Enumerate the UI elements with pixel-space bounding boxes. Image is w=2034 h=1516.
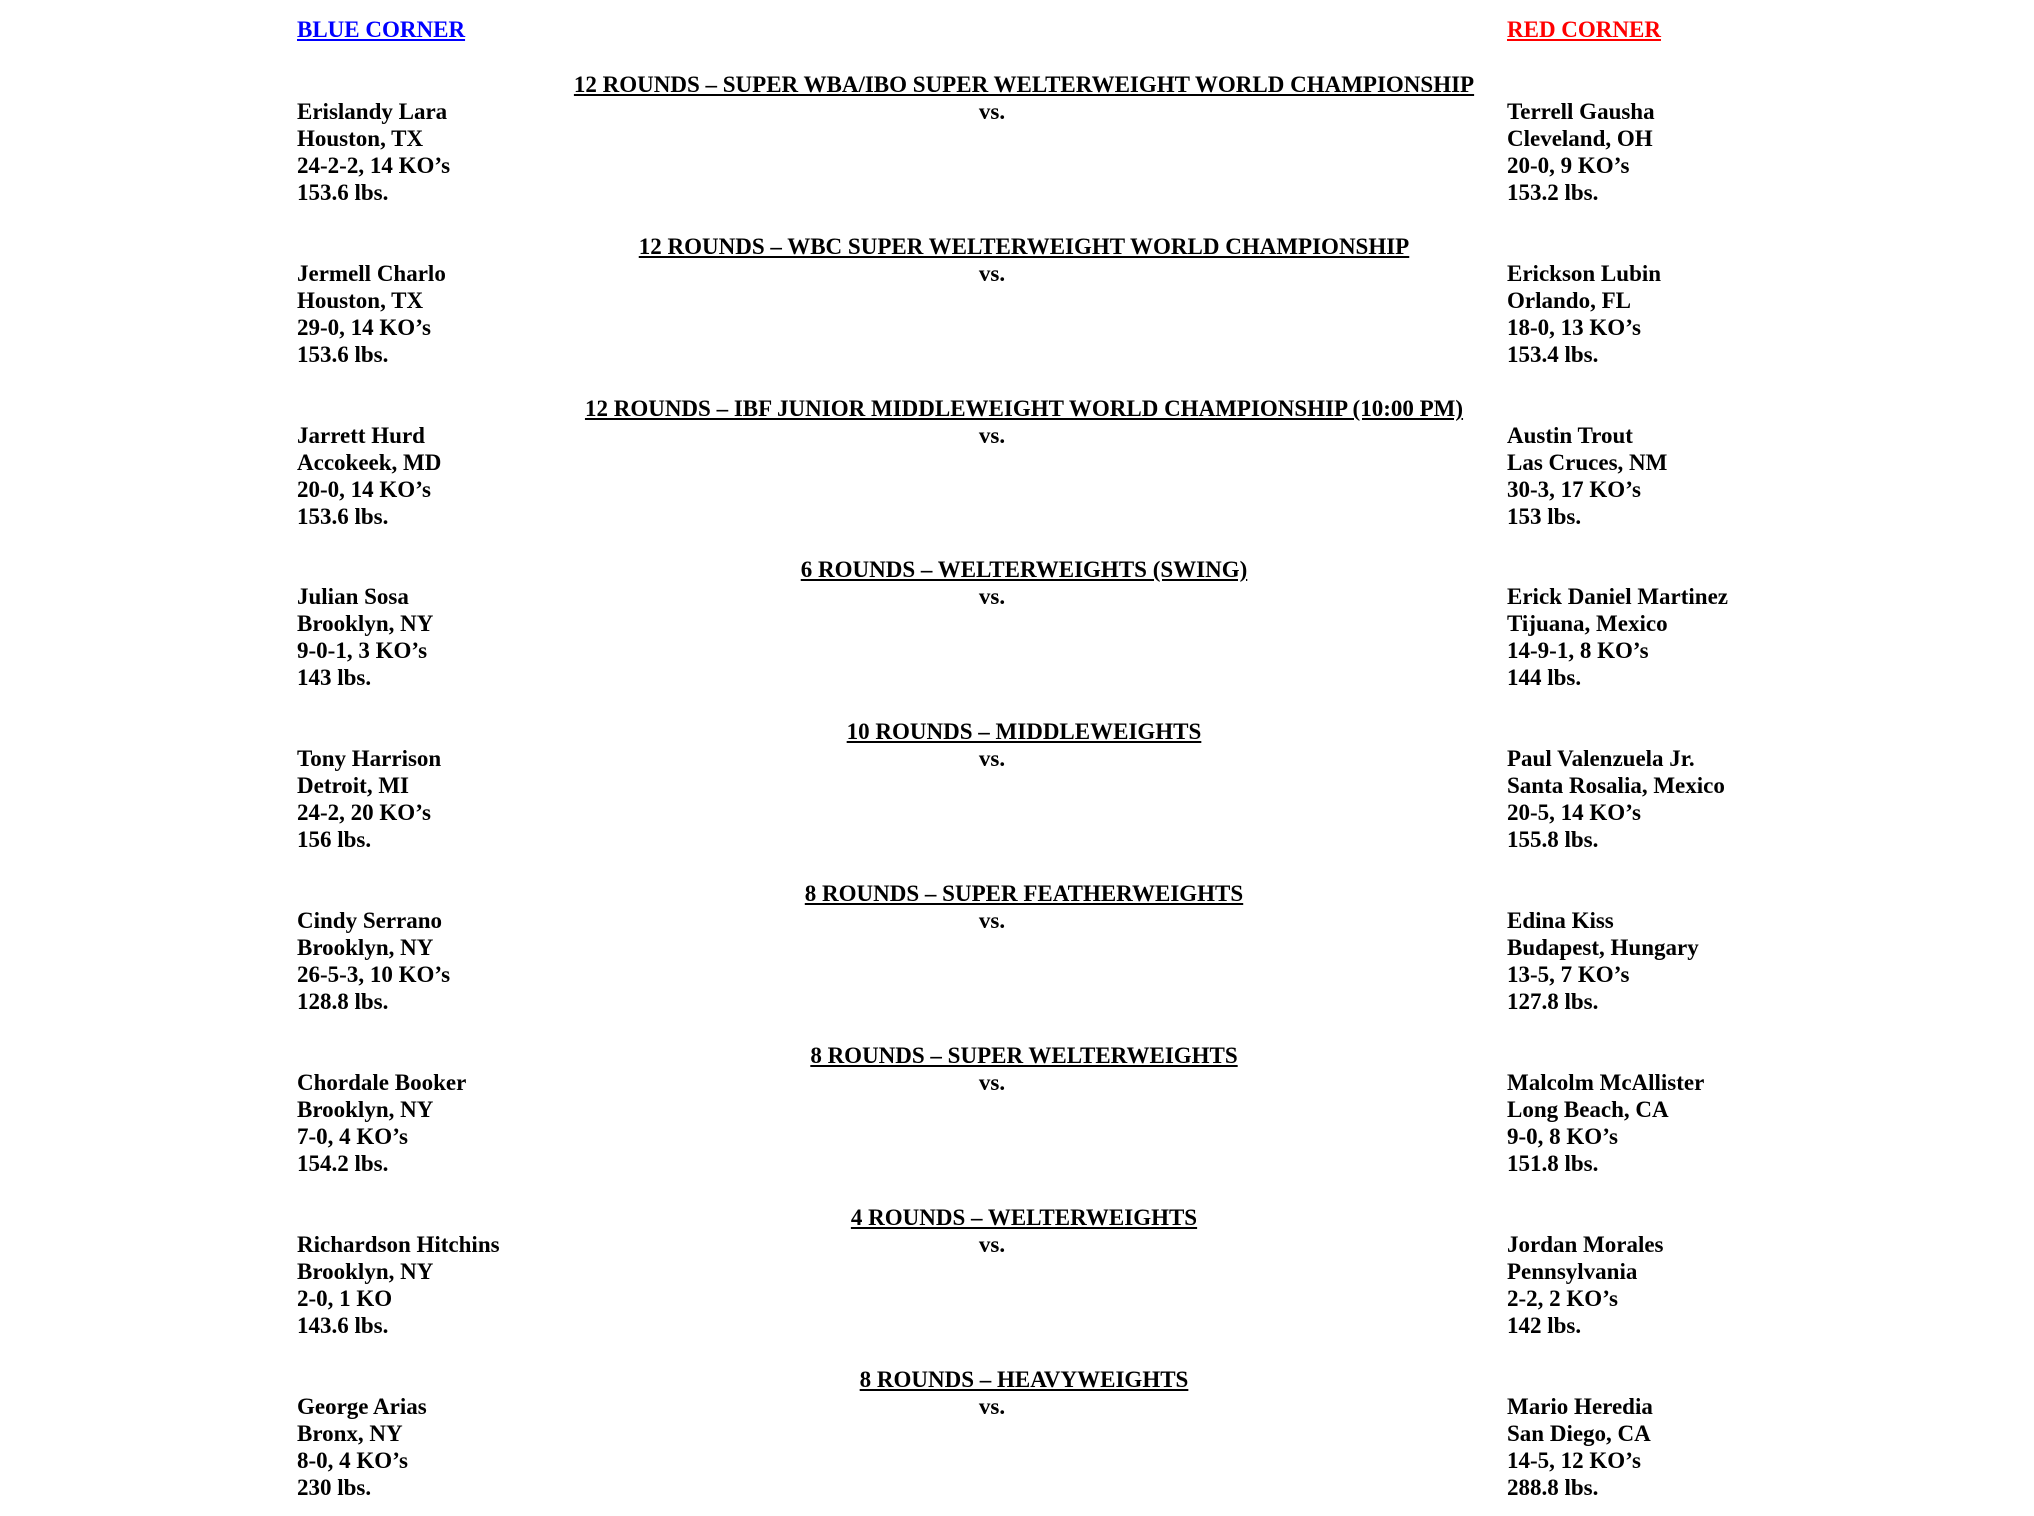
fighter-record: 24-2-2, 14 KO’s (297, 153, 451, 178)
blue-fighter (297, 907, 450, 1015)
fighter-weight: 154.2 lbs. (297, 1151, 389, 1176)
fighter-name: Erick Daniel Martinez (1507, 584, 1729, 609)
red-fighter (1507, 583, 1728, 691)
red-corner-header: RED CORNER (1507, 17, 1661, 42)
fighter-weight: 128.8 lbs. (297, 989, 389, 1014)
bout (0, 233, 2034, 383)
fighter-hometown: Tijuana, Mexico (1507, 611, 1668, 636)
fighter-hometown: Brooklyn, NY (297, 1259, 434, 1284)
fighter-record: 29-0, 14 KO’s (297, 315, 431, 340)
bout-title: 12 ROUNDS – SUPER WBA/IBO SUPER WELTERWEIGHT WORLD CHAMPIONSHIP (573, 72, 1475, 97)
fighter-hometown: Pennsylvania (1507, 1259, 1638, 1284)
fighter-hometown: Budapest, Hungary (1507, 935, 1699, 960)
fighter-name: Mario Heredia (1507, 1394, 1653, 1419)
bout-title: 6 ROUNDS – WELTERWEIGHTS (SWING) (800, 557, 1248, 582)
fighter-name: Austin Trout (1507, 423, 1633, 448)
blue-fighter (297, 1231, 500, 1339)
red-fighter (1507, 907, 1699, 1015)
fighter-name: Erislandy Lara (297, 99, 448, 124)
bout (0, 1366, 2034, 1516)
fighter-hometown: Las Cruces, NM (1507, 450, 1668, 475)
fighter-weight: 143 lbs. (297, 665, 372, 690)
red-fighter (1507, 1069, 1704, 1177)
fighter-hometown: Accokeek, MD (297, 450, 442, 475)
fighter-hometown: Brooklyn, NY (297, 1097, 434, 1122)
vs-label: vs. (978, 1232, 1006, 1257)
red-fighter (1507, 1393, 1653, 1501)
vs-label: vs. (978, 99, 1006, 124)
fighter-name: Richardson Hitchins (297, 1232, 500, 1257)
fighter-weight: 127.8 lbs. (1507, 989, 1599, 1014)
fighter-record: 8-0, 4 KO’s (297, 1448, 408, 1473)
fighter-name: Tony Harrison (297, 746, 442, 771)
red-fighter (1507, 745, 1725, 853)
fighter-hometown: Houston, TX (297, 126, 424, 151)
fighter-hometown: Santa Rosalia, Mexico (1507, 773, 1725, 798)
bout (0, 880, 2034, 1030)
fighter-name: Chordale Booker (297, 1070, 467, 1095)
fighter-name: Malcolm McAllister (1507, 1070, 1705, 1095)
fighter-weight: 155.8 lbs. (1507, 827, 1599, 852)
fighter-record: 20-0, 14 KO’s (297, 477, 431, 502)
fighter-name: Paul Valenzuela Jr. (1507, 746, 1695, 771)
fighter-record: 30-3, 17 KO’s (1507, 477, 1641, 502)
bout-title: 4 ROUNDS – WELTERWEIGHTS (850, 1205, 1198, 1230)
fighter-hometown: Brooklyn, NY (297, 935, 434, 960)
vs-label: vs. (978, 746, 1006, 771)
fighter-record: 2-2, 2 KO’s (1507, 1286, 1618, 1311)
fighter-record: 2-0, 1 KO (297, 1286, 393, 1311)
fighter-name: Jarrett Hurd (297, 423, 425, 448)
fighter-record: 24-2, 20 KO’s (297, 800, 431, 825)
fighter-record: 13-5, 7 KO’s (1507, 962, 1630, 987)
bout (0, 718, 2034, 868)
blue-fighter (297, 98, 450, 206)
blue-fighter (297, 745, 441, 853)
fighter-name: Julian Sosa (297, 584, 409, 609)
blue-fighter (297, 1393, 427, 1501)
fighter-record: 14-9-1, 8 KO’s (1507, 638, 1649, 663)
red-fighter (1507, 260, 1661, 368)
fighter-weight: 153.4 lbs. (1507, 342, 1599, 367)
fighter-record: 26-5-3, 10 KO’s (297, 962, 451, 987)
fighter-name: George Arias (297, 1394, 427, 1419)
red-fighter (1507, 1231, 1664, 1339)
fighter-hometown: Bronx, NY (297, 1421, 403, 1446)
fighter-hometown: Detroit, MI (297, 773, 409, 798)
fighter-record: 9-0-1, 3 KO’s (297, 638, 428, 663)
blue-corner-header: BLUE CORNER (297, 17, 466, 42)
fighter-hometown: Cleveland, OH (1507, 126, 1653, 151)
fighter-record: 20-5, 14 KO’s (1507, 800, 1641, 825)
vs-label: vs. (978, 1070, 1006, 1095)
bout (0, 1204, 2034, 1354)
fighter-name: Cindy Serrano (297, 908, 443, 933)
fighter-weight: 153.6 lbs. (297, 504, 389, 529)
bout (0, 71, 2034, 221)
fighter-weight: 144 lbs. (1507, 665, 1582, 690)
bout-title: 12 ROUNDS – IBF JUNIOR MIDDLEWEIGHT WORLD CHAMPIONSHIP (10:00 PM) (584, 396, 1464, 421)
fighter-weight: 153.6 lbs. (297, 180, 389, 205)
fighter-record: 14-5, 12 KO’s (1507, 1448, 1641, 1473)
red-fighter (1507, 98, 1655, 206)
bout (0, 395, 2034, 545)
bout (0, 1042, 2034, 1192)
fighter-weight: 153.6 lbs. (297, 342, 389, 367)
blue-fighter (297, 1069, 466, 1177)
blue-fighter (297, 583, 433, 691)
fighter-hometown: Long Beach, CA (1507, 1097, 1669, 1122)
fighter-hometown: Houston, TX (297, 288, 424, 313)
fighter-record: 7-0, 4 KO’s (297, 1124, 408, 1149)
fighter-hometown: Brooklyn, NY (297, 611, 434, 636)
fighter-weight: 153 lbs. (1507, 504, 1582, 529)
bout-title: 8 ROUNDS – HEAVYWEIGHTS (859, 1367, 1189, 1392)
fighter-weight: 151.8 lbs. (1507, 1151, 1599, 1176)
fighter-weight: 230 lbs. (297, 1475, 372, 1500)
fighter-record: 9-0, 8 KO’s (1507, 1124, 1618, 1149)
vs-label: vs. (978, 1394, 1006, 1419)
red-fighter (1507, 422, 1667, 530)
bout-title: 8 ROUNDS – SUPER WELTERWEIGHTS (810, 1043, 1238, 1068)
fighter-name: Jermell Charlo (297, 261, 446, 286)
fighter-name: Terrell Gausha (1507, 99, 1655, 124)
fighter-hometown: San Diego, CA (1507, 1421, 1651, 1446)
fighter-hometown: Orlando, FL (1507, 288, 1631, 313)
blue-fighter (297, 422, 441, 530)
fighter-weight: 142 lbs. (1507, 1313, 1582, 1338)
vs-label: vs. (978, 584, 1006, 609)
fighter-name: Jordan Morales (1507, 1232, 1664, 1257)
blue-fighter (297, 260, 446, 368)
fighter-weight: 153.2 lbs. (1507, 180, 1599, 205)
bout-title: 8 ROUNDS – SUPER FEATHERWEIGHTS (804, 881, 1244, 906)
bout-title: 10 ROUNDS – MIDDLEWEIGHTS (846, 719, 1202, 744)
fighter-weight: 156 lbs. (297, 827, 372, 852)
fighter-record: 18-0, 13 KO’s (1507, 315, 1641, 340)
vs-label: vs. (978, 423, 1006, 448)
bout (0, 556, 2034, 706)
vs-label: vs. (978, 908, 1006, 933)
fighter-name: Edina Kiss (1507, 908, 1614, 933)
bout-title: 12 ROUNDS – WBC SUPER WELTERWEIGHT WORLD CHAMPIONSHIP (638, 234, 1410, 259)
vs-label: vs. (978, 261, 1006, 286)
fighter-weight: 143.6 lbs. (297, 1313, 389, 1338)
fighter-name: Erickson Lubin (1507, 261, 1662, 286)
fighter-record: 20-0, 9 KO’s (1507, 153, 1630, 178)
fighter-weight: 288.8 lbs. (1507, 1475, 1599, 1500)
